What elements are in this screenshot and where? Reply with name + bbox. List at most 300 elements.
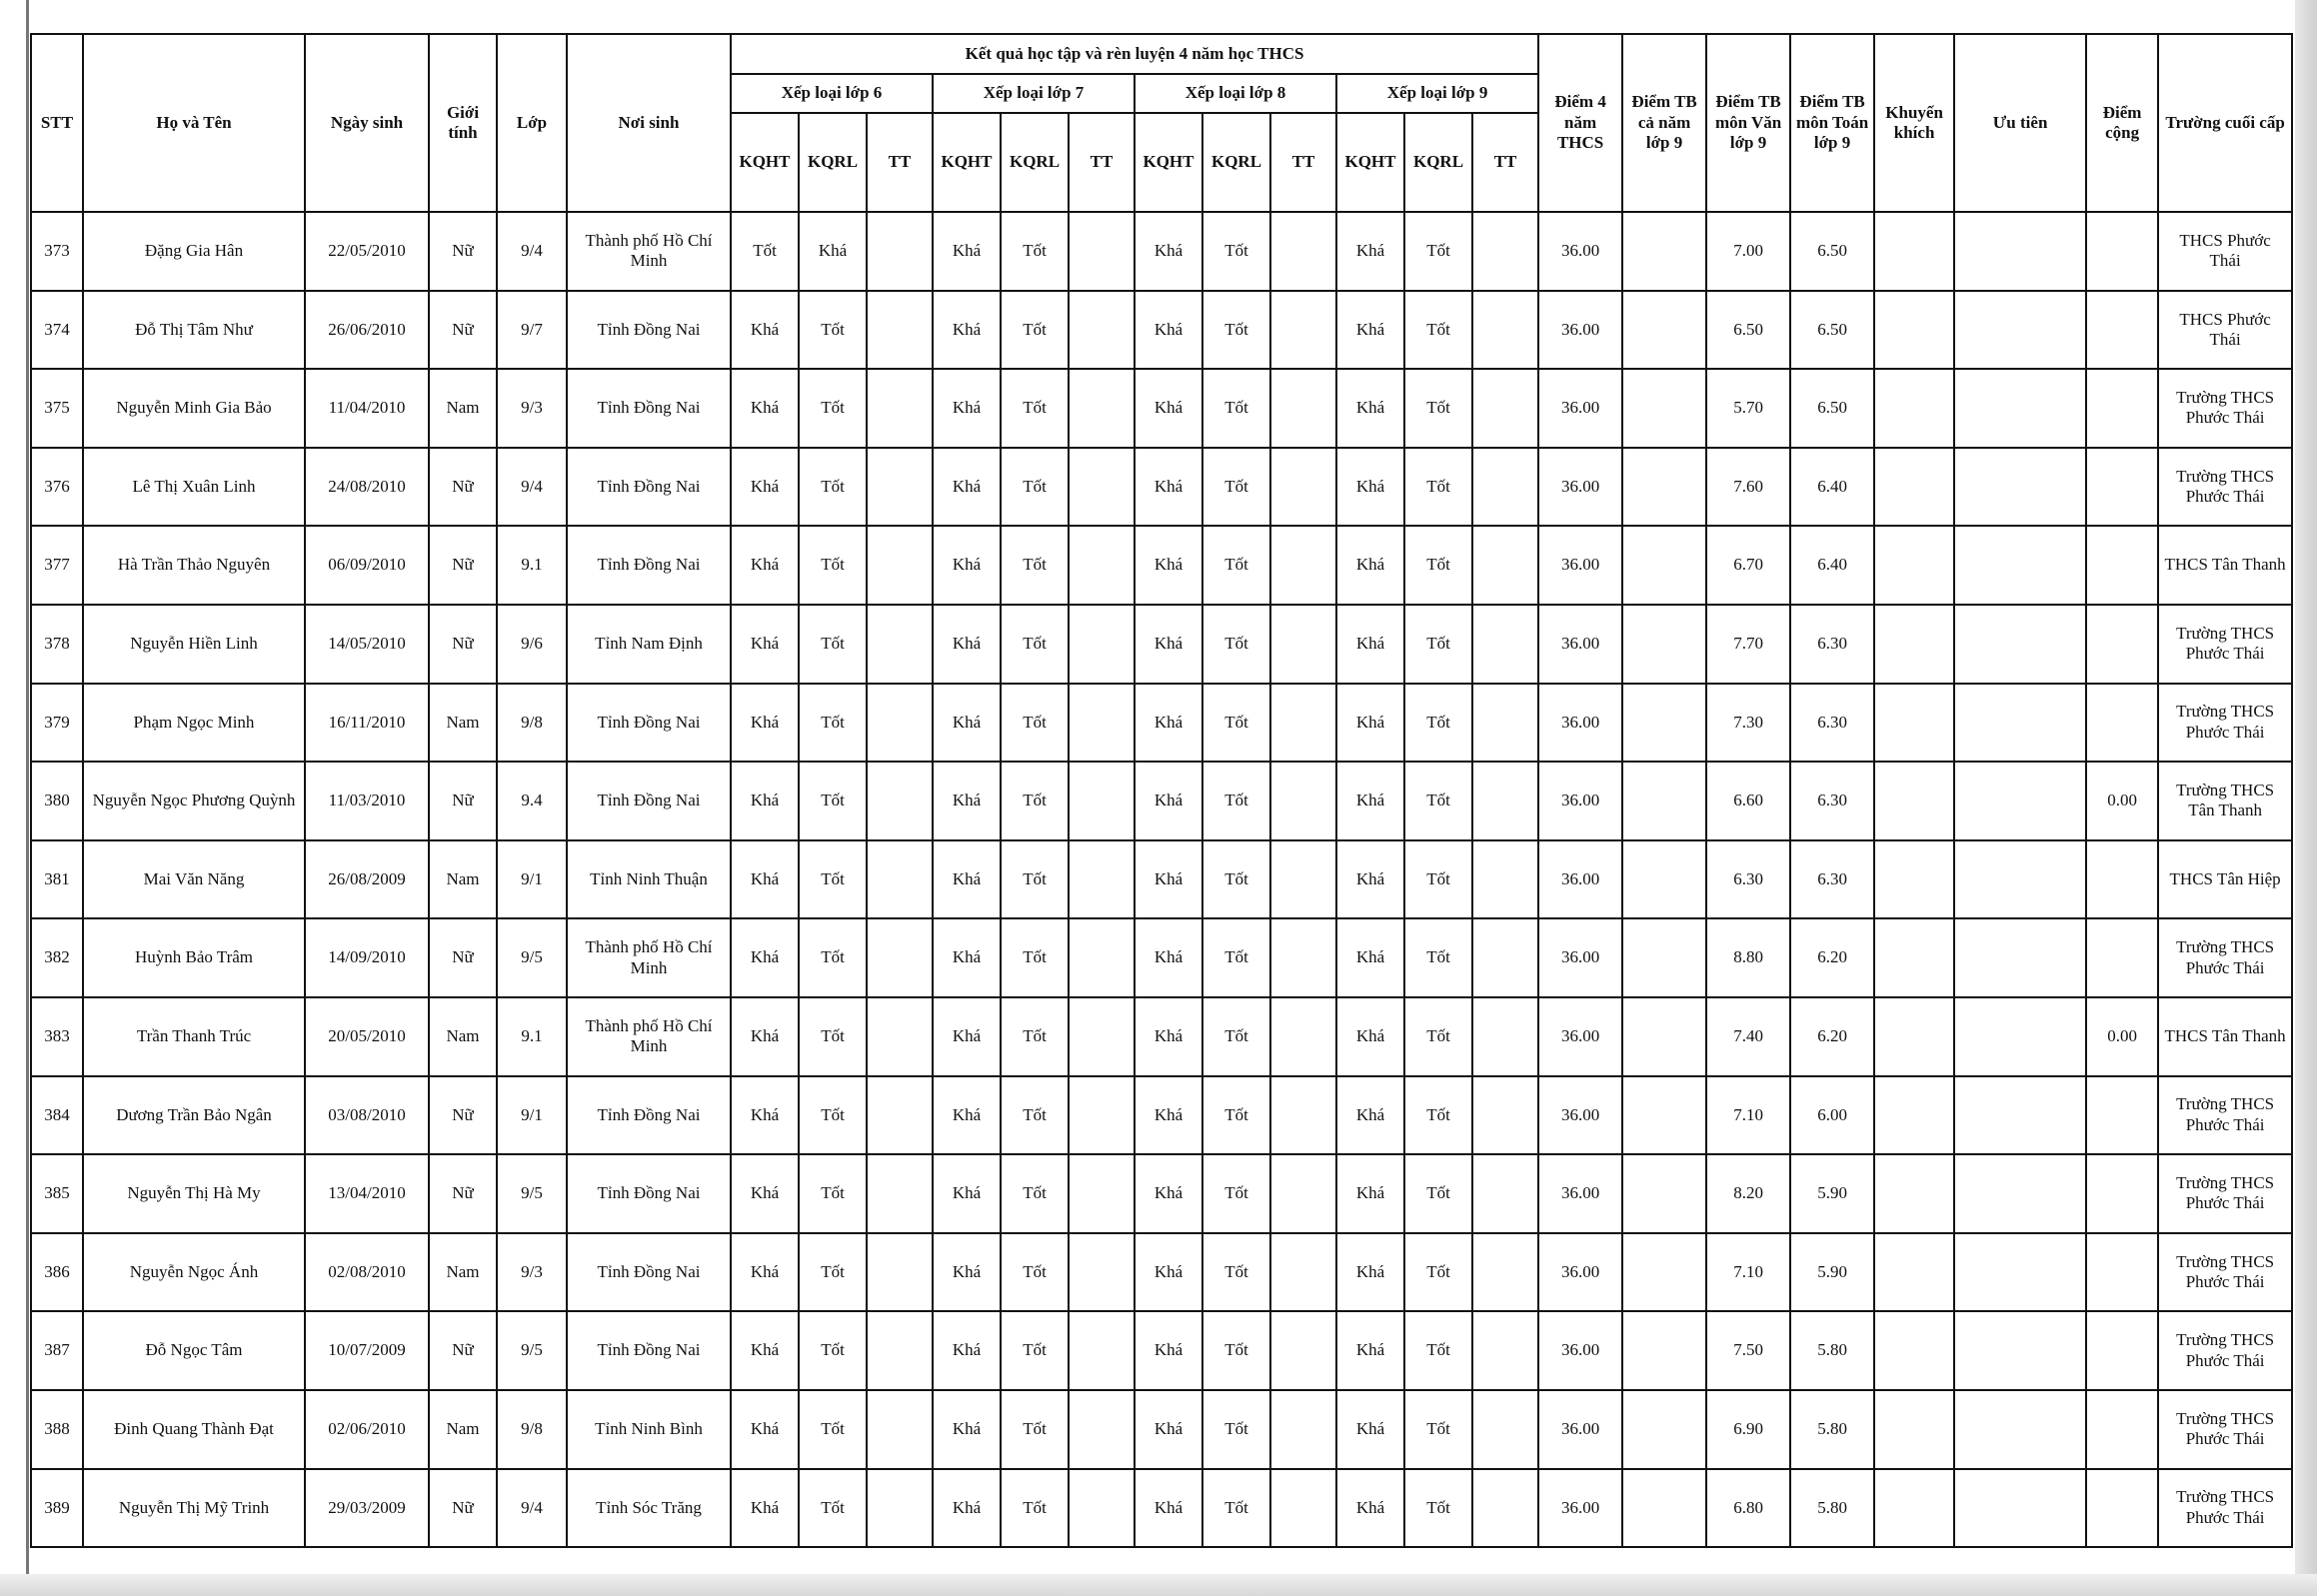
table-header bbox=[31, 34, 2292, 212]
cell-g6-tt bbox=[867, 212, 933, 291]
cell-name: Đặng Gia Hân bbox=[83, 212, 305, 291]
cell-g7-kqrl: Tốt bbox=[1001, 1154, 1069, 1233]
cell-score4: 36.00 bbox=[1538, 918, 1622, 997]
cell-gender: Nam bbox=[429, 1233, 497, 1312]
cell-bonus: 0.00 bbox=[2086, 997, 2158, 1076]
cell-score4: 36.00 bbox=[1538, 1233, 1622, 1312]
cell-dob: 14/09/2010 bbox=[305, 918, 429, 997]
cell-school: Trường THCS Phước Thái bbox=[2158, 1076, 2292, 1155]
cell-g6-tt bbox=[867, 762, 933, 840]
cell-birthplace: Tỉnh Sóc Trăng bbox=[567, 1469, 731, 1548]
page-bottom-shadow bbox=[0, 1574, 2317, 1596]
cell-g9-tt bbox=[1472, 762, 1538, 840]
table-row bbox=[31, 918, 2292, 997]
cell-g7-kqht: Khá bbox=[933, 212, 1001, 291]
cell-g6-tt bbox=[867, 291, 933, 370]
cell-g6-kqrl: Tốt bbox=[799, 369, 867, 448]
cell-score4: 36.00 bbox=[1538, 1390, 1622, 1469]
cell-g6-kqht: Tốt bbox=[731, 212, 799, 291]
cell-math9: 6.40 bbox=[1790, 526, 1874, 605]
cell-g6-kqht: Khá bbox=[731, 918, 799, 997]
cell-dob: 06/09/2010 bbox=[305, 526, 429, 605]
cell-gender: Nữ bbox=[429, 291, 497, 370]
cell-class: 9.4 bbox=[497, 762, 567, 840]
cell-avg9 bbox=[1622, 605, 1706, 684]
cell-avg9 bbox=[1622, 369, 1706, 448]
cell-priority bbox=[1954, 918, 2086, 997]
table-row bbox=[31, 762, 2292, 840]
cell-name: Đỗ Ngọc Tâm bbox=[83, 1311, 305, 1390]
cell-bonus bbox=[2086, 840, 2158, 919]
cell-dob: 26/08/2009 bbox=[305, 840, 429, 919]
cell-encourage bbox=[1874, 1233, 1954, 1312]
cell-bonus bbox=[2086, 291, 2158, 370]
cell-g8-kqht: Khá bbox=[1135, 1233, 1202, 1312]
cell-g6-kqht: Khá bbox=[731, 605, 799, 684]
header-name: Họ và Tên bbox=[83, 34, 305, 212]
cell-g7-kqht: Khá bbox=[933, 684, 1001, 763]
cell-stt: 376 bbox=[31, 448, 83, 527]
cell-g9-kqrl: Tốt bbox=[1404, 1469, 1472, 1548]
header-kqrl: KQRL bbox=[1404, 113, 1472, 212]
table-row bbox=[31, 291, 2292, 370]
cell-g7-tt bbox=[1069, 369, 1135, 448]
cell-g9-tt bbox=[1472, 526, 1538, 605]
cell-bonus: 0.00 bbox=[2086, 762, 2158, 840]
cell-g6-kqrl: Tốt bbox=[799, 997, 867, 1076]
cell-g9-tt bbox=[1472, 1390, 1538, 1469]
cell-g8-tt bbox=[1270, 918, 1336, 997]
header-priority: Ưu tiên bbox=[1954, 34, 2086, 212]
cell-g9-kqrl: Tốt bbox=[1404, 1390, 1472, 1469]
cell-g8-tt bbox=[1270, 840, 1336, 919]
cell-g9-kqrl: Tốt bbox=[1404, 369, 1472, 448]
cell-g7-tt bbox=[1069, 918, 1135, 997]
cell-g9-kqrl: Tốt bbox=[1404, 1311, 1472, 1390]
cell-gender: Nữ bbox=[429, 1076, 497, 1155]
cell-g7-tt bbox=[1069, 212, 1135, 291]
header-grade8: Xếp loại lớp 8 bbox=[1135, 74, 1336, 113]
cell-g9-tt bbox=[1472, 605, 1538, 684]
cell-encourage bbox=[1874, 369, 1954, 448]
cell-math9: 6.50 bbox=[1790, 212, 1874, 291]
cell-lit9: 7.30 bbox=[1706, 684, 1790, 763]
cell-g9-kqrl: Tốt bbox=[1404, 840, 1472, 919]
cell-dob: 10/07/2009 bbox=[305, 1311, 429, 1390]
cell-g9-kqht: Khá bbox=[1336, 605, 1404, 684]
cell-class: 9/5 bbox=[497, 918, 567, 997]
cell-avg9 bbox=[1622, 1311, 1706, 1390]
cell-g7-kqht: Khá bbox=[933, 918, 1001, 997]
cell-priority bbox=[1954, 1076, 2086, 1155]
cell-bonus bbox=[2086, 1076, 2158, 1155]
cell-gender: Nam bbox=[429, 840, 497, 919]
cell-encourage bbox=[1874, 997, 1954, 1076]
header-tt: TT bbox=[1270, 113, 1336, 212]
cell-school: Trường THCS Phước Thái bbox=[2158, 448, 2292, 527]
cell-g9-kqrl: Tốt bbox=[1404, 526, 1472, 605]
cell-g6-kqrl: Tốt bbox=[799, 1233, 867, 1312]
cell-dob: 26/06/2010 bbox=[305, 291, 429, 370]
cell-dob: 16/11/2010 bbox=[305, 684, 429, 763]
cell-g7-kqht: Khá bbox=[933, 526, 1001, 605]
cell-name: Nguyễn Ngọc Ánh bbox=[83, 1233, 305, 1312]
cell-encourage bbox=[1874, 840, 1954, 919]
table-row bbox=[31, 526, 2292, 605]
cell-stt: 380 bbox=[31, 762, 83, 840]
cell-g8-kqrl: Tốt bbox=[1202, 212, 1270, 291]
cell-avg9 bbox=[1622, 1233, 1706, 1312]
cell-school: Trường THCS Phước Thái bbox=[2158, 1390, 2292, 1469]
cell-g7-kqht: Khá bbox=[933, 762, 1001, 840]
cell-g8-tt bbox=[1270, 997, 1336, 1076]
cell-encourage bbox=[1874, 448, 1954, 527]
header-bonus: Điểm cộng bbox=[2086, 34, 2158, 212]
cell-g8-tt bbox=[1270, 1154, 1336, 1233]
cell-name: Phạm Ngọc Minh bbox=[83, 684, 305, 763]
cell-score4: 36.00 bbox=[1538, 1076, 1622, 1155]
cell-school: Trường THCS Phước Thái bbox=[2158, 1469, 2292, 1548]
cell-g6-tt bbox=[867, 1390, 933, 1469]
cell-g7-kqrl: Tốt bbox=[1001, 526, 1069, 605]
cell-g9-kqht: Khá bbox=[1336, 997, 1404, 1076]
cell-g9-kqrl: Tốt bbox=[1404, 684, 1472, 763]
cell-stt: 383 bbox=[31, 997, 83, 1076]
cell-lit9: 7.70 bbox=[1706, 605, 1790, 684]
cell-g7-kqht: Khá bbox=[933, 448, 1001, 527]
page-right-shadow bbox=[2295, 0, 2317, 1596]
cell-g7-kqrl: Tốt bbox=[1001, 1390, 1069, 1469]
cell-priority bbox=[1954, 762, 2086, 840]
cell-g6-kqht: Khá bbox=[731, 1390, 799, 1469]
cell-encourage bbox=[1874, 1390, 1954, 1469]
cell-school: Trường THCS Phước Thái bbox=[2158, 684, 2292, 763]
cell-dob: 11/04/2010 bbox=[305, 369, 429, 448]
cell-g6-kqrl: Tốt bbox=[799, 918, 867, 997]
cell-g6-kqrl: Tốt bbox=[799, 840, 867, 919]
header-encourage: Khuyến khích bbox=[1874, 34, 1954, 212]
cell-g6-tt bbox=[867, 918, 933, 997]
cell-stt: 389 bbox=[31, 1469, 83, 1548]
cell-g6-tt bbox=[867, 997, 933, 1076]
cell-math9: 6.00 bbox=[1790, 1076, 1874, 1155]
cell-class: 9/3 bbox=[497, 369, 567, 448]
cell-g8-kqht: Khá bbox=[1135, 840, 1202, 919]
cell-g6-kqrl: Tốt bbox=[799, 605, 867, 684]
cell-g9-kqrl: Tốt bbox=[1404, 1076, 1472, 1155]
student-results-table bbox=[30, 33, 2293, 1548]
cell-g9-tt bbox=[1472, 1311, 1538, 1390]
table-row bbox=[31, 212, 2292, 291]
cell-class: 9/8 bbox=[497, 1390, 567, 1469]
header-dob: Ngày sinh bbox=[305, 34, 429, 212]
cell-g8-tt bbox=[1270, 762, 1336, 840]
cell-birthplace: Tỉnh Đồng Nai bbox=[567, 526, 731, 605]
cell-math9: 6.30 bbox=[1790, 684, 1874, 763]
cell-dob: 02/06/2010 bbox=[305, 1390, 429, 1469]
cell-priority bbox=[1954, 291, 2086, 370]
header-score4: Điểm 4 năm THCS bbox=[1538, 34, 1622, 212]
table-row bbox=[31, 997, 2292, 1076]
cell-school: Trường THCS Tân Thanh bbox=[2158, 762, 2292, 840]
cell-g7-kqrl: Tốt bbox=[1001, 840, 1069, 919]
cell-score4: 36.00 bbox=[1538, 369, 1622, 448]
header-math9: Điểm TB môn Toán lớp 9 bbox=[1790, 34, 1874, 212]
cell-g9-kqrl: Tốt bbox=[1404, 1154, 1472, 1233]
cell-dob: 22/05/2010 bbox=[305, 212, 429, 291]
cell-priority bbox=[1954, 212, 2086, 291]
cell-birthplace: Tỉnh Đồng Nai bbox=[567, 448, 731, 527]
cell-stt: 384 bbox=[31, 1076, 83, 1155]
cell-birthplace: Thành phố Hồ Chí Minh bbox=[567, 918, 731, 997]
cell-encourage bbox=[1874, 605, 1954, 684]
cell-score4: 36.00 bbox=[1538, 1154, 1622, 1233]
header-results-group: Kết quả học tập và rèn luyện 4 năm học THCS bbox=[731, 34, 1538, 74]
cell-g7-kqht: Khá bbox=[933, 840, 1001, 919]
cell-avg9 bbox=[1622, 997, 1706, 1076]
cell-g6-tt bbox=[867, 684, 933, 763]
header-kqrl: KQRL bbox=[1001, 113, 1069, 212]
cell-score4: 36.00 bbox=[1538, 840, 1622, 919]
header-lit9: Điểm TB môn Văn lớp 9 bbox=[1706, 34, 1790, 212]
cell-g8-tt bbox=[1270, 1076, 1336, 1155]
cell-g9-tt bbox=[1472, 448, 1538, 527]
cell-g9-tt bbox=[1472, 1154, 1538, 1233]
cell-birthplace: Tỉnh Nam Định bbox=[567, 605, 731, 684]
cell-birthplace: Tỉnh Đồng Nai bbox=[567, 291, 731, 370]
cell-encourage bbox=[1874, 762, 1954, 840]
header-tt: TT bbox=[1069, 113, 1135, 212]
header-kqht: KQHT bbox=[1135, 113, 1202, 212]
cell-g7-tt bbox=[1069, 762, 1135, 840]
cell-name: Huỳnh Bảo Trâm bbox=[83, 918, 305, 997]
header-grade7: Xếp loại lớp 7 bbox=[933, 74, 1135, 113]
cell-math9: 5.90 bbox=[1790, 1233, 1874, 1312]
cell-lit9: 5.70 bbox=[1706, 369, 1790, 448]
cell-gender: Nữ bbox=[429, 212, 497, 291]
cell-g7-kqht: Khá bbox=[933, 1233, 1001, 1312]
cell-g6-tt bbox=[867, 448, 933, 527]
cell-avg9 bbox=[1622, 1154, 1706, 1233]
cell-stt: 377 bbox=[31, 526, 83, 605]
table-row bbox=[31, 1311, 2292, 1390]
cell-g9-tt bbox=[1472, 212, 1538, 291]
cell-g6-tt bbox=[867, 1076, 933, 1155]
cell-g8-kqht: Khá bbox=[1135, 526, 1202, 605]
cell-lit9: 7.60 bbox=[1706, 448, 1790, 527]
cell-g9-kqht: Khá bbox=[1336, 1311, 1404, 1390]
table-row bbox=[31, 684, 2292, 763]
cell-score4: 36.00 bbox=[1538, 997, 1622, 1076]
page-left-edge bbox=[26, 0, 29, 1596]
cell-g8-kqht: Khá bbox=[1135, 1076, 1202, 1155]
table-row bbox=[31, 1469, 2292, 1548]
cell-math9: 6.30 bbox=[1790, 840, 1874, 919]
cell-g8-tt bbox=[1270, 684, 1336, 763]
cell-stt: 386 bbox=[31, 1233, 83, 1312]
cell-g7-tt bbox=[1069, 684, 1135, 763]
cell-g9-kqrl: Tốt bbox=[1404, 997, 1472, 1076]
cell-g9-kqht: Khá bbox=[1336, 212, 1404, 291]
cell-birthplace: Tỉnh Đồng Nai bbox=[567, 1076, 731, 1155]
cell-priority bbox=[1954, 1154, 2086, 1233]
cell-g6-kqrl: Tốt bbox=[799, 684, 867, 763]
cell-lit9: 7.00 bbox=[1706, 212, 1790, 291]
cell-school: THCS Phước Thái bbox=[2158, 291, 2292, 370]
cell-school: Trường THCS Phước Thái bbox=[2158, 1233, 2292, 1312]
cell-g8-kqrl: Tốt bbox=[1202, 526, 1270, 605]
cell-g8-kqrl: Tốt bbox=[1202, 997, 1270, 1076]
cell-name: Dương Trần Bảo Ngân bbox=[83, 1076, 305, 1155]
cell-priority bbox=[1954, 1390, 2086, 1469]
cell-lit9: 6.70 bbox=[1706, 526, 1790, 605]
cell-score4: 36.00 bbox=[1538, 212, 1622, 291]
cell-bonus bbox=[2086, 212, 2158, 291]
cell-g6-kqht: Khá bbox=[731, 1154, 799, 1233]
header-birthplace: Nơi sinh bbox=[567, 34, 731, 212]
table-row bbox=[31, 605, 2292, 684]
header-kqrl: KQRL bbox=[1202, 113, 1270, 212]
cell-g9-kqrl: Tốt bbox=[1404, 448, 1472, 527]
cell-math9: 6.30 bbox=[1790, 762, 1874, 840]
cell-bonus bbox=[2086, 684, 2158, 763]
cell-birthplace: Tỉnh Đồng Nai bbox=[567, 1233, 731, 1312]
cell-dob: 24/08/2010 bbox=[305, 448, 429, 527]
cell-dob: 29/03/2009 bbox=[305, 1469, 429, 1548]
cell-priority bbox=[1954, 448, 2086, 527]
cell-lit9: 8.20 bbox=[1706, 1154, 1790, 1233]
cell-g7-tt bbox=[1069, 291, 1135, 370]
cell-g8-kqrl: Tốt bbox=[1202, 762, 1270, 840]
cell-g7-kqrl: Tốt bbox=[1001, 605, 1069, 684]
cell-g6-kqrl: Tốt bbox=[799, 1076, 867, 1155]
cell-priority bbox=[1954, 526, 2086, 605]
cell-g9-kqht: Khá bbox=[1336, 1154, 1404, 1233]
cell-birthplace: Tỉnh Đồng Nai bbox=[567, 369, 731, 448]
cell-g7-kqrl: Tốt bbox=[1001, 997, 1069, 1076]
header-class: Lớp bbox=[497, 34, 567, 212]
cell-g8-kqht: Khá bbox=[1135, 997, 1202, 1076]
cell-encourage bbox=[1874, 1154, 1954, 1233]
cell-score4: 36.00 bbox=[1538, 526, 1622, 605]
cell-encourage bbox=[1874, 291, 1954, 370]
cell-encourage bbox=[1874, 1076, 1954, 1155]
cell-g8-kqht: Khá bbox=[1135, 684, 1202, 763]
cell-class: 9/6 bbox=[497, 605, 567, 684]
cell-g8-kqrl: Tốt bbox=[1202, 1076, 1270, 1155]
cell-g8-tt bbox=[1270, 291, 1336, 370]
cell-birthplace: Thành phố Hồ Chí Minh bbox=[567, 212, 731, 291]
cell-g9-kqrl: Tốt bbox=[1404, 1233, 1472, 1312]
cell-score4: 36.00 bbox=[1538, 1311, 1622, 1390]
cell-g8-kqrl: Tốt bbox=[1202, 1154, 1270, 1233]
header-tt: TT bbox=[867, 113, 933, 212]
cell-priority bbox=[1954, 684, 2086, 763]
cell-g6-kqht: Khá bbox=[731, 526, 799, 605]
cell-bonus bbox=[2086, 369, 2158, 448]
cell-g9-tt bbox=[1472, 684, 1538, 763]
cell-g8-tt bbox=[1270, 1390, 1336, 1469]
cell-g9-kqht: Khá bbox=[1336, 1076, 1404, 1155]
cell-class: 9/1 bbox=[497, 1076, 567, 1155]
cell-score4: 36.00 bbox=[1538, 1469, 1622, 1548]
cell-g8-kqrl: Tốt bbox=[1202, 918, 1270, 997]
cell-g6-kqrl: Khá bbox=[799, 212, 867, 291]
cell-gender: Nam bbox=[429, 997, 497, 1076]
cell-g7-kqht: Khá bbox=[933, 997, 1001, 1076]
cell-encourage bbox=[1874, 212, 1954, 291]
cell-g7-kqht: Khá bbox=[933, 1076, 1001, 1155]
cell-avg9 bbox=[1622, 291, 1706, 370]
cell-g7-tt bbox=[1069, 840, 1135, 919]
cell-g7-kqrl: Tốt bbox=[1001, 1233, 1069, 1312]
cell-class: 9.1 bbox=[497, 997, 567, 1076]
table-row bbox=[31, 1390, 2292, 1469]
cell-gender: Nữ bbox=[429, 448, 497, 527]
cell-score4: 36.00 bbox=[1538, 291, 1622, 370]
cell-g9-kqht: Khá bbox=[1336, 291, 1404, 370]
header-gender: Giới tính bbox=[429, 34, 497, 212]
cell-gender: Nam bbox=[429, 369, 497, 448]
cell-priority bbox=[1954, 1311, 2086, 1390]
cell-g6-kqht: Khá bbox=[731, 1076, 799, 1155]
cell-priority bbox=[1954, 1469, 2086, 1548]
cell-priority bbox=[1954, 369, 2086, 448]
cell-g6-tt bbox=[867, 1311, 933, 1390]
cell-g9-kqht: Khá bbox=[1336, 369, 1404, 448]
cell-g8-kqht: Khá bbox=[1135, 762, 1202, 840]
cell-g7-tt bbox=[1069, 1469, 1135, 1548]
cell-lit9: 8.80 bbox=[1706, 918, 1790, 997]
cell-g7-kqrl: Tốt bbox=[1001, 1469, 1069, 1548]
cell-g6-tt bbox=[867, 369, 933, 448]
cell-g6-tt bbox=[867, 605, 933, 684]
cell-name: Nguyễn Thị Hà My bbox=[83, 1154, 305, 1233]
cell-g9-kqht: Khá bbox=[1336, 1469, 1404, 1548]
cell-lit9: 7.50 bbox=[1706, 1311, 1790, 1390]
cell-school: Trường THCS Phước Thái bbox=[2158, 369, 2292, 448]
cell-g7-tt bbox=[1069, 1154, 1135, 1233]
header-grade9: Xếp loại lớp 9 bbox=[1336, 74, 1538, 113]
cell-avg9 bbox=[1622, 684, 1706, 763]
cell-class: 9/5 bbox=[497, 1154, 567, 1233]
cell-g6-kqrl: Tốt bbox=[799, 291, 867, 370]
cell-g7-kqrl: Tốt bbox=[1001, 369, 1069, 448]
cell-lit9: 6.90 bbox=[1706, 1390, 1790, 1469]
cell-bonus bbox=[2086, 1154, 2158, 1233]
cell-g7-kqht: Khá bbox=[933, 1390, 1001, 1469]
header-kqht: KQHT bbox=[933, 113, 1001, 212]
cell-g8-tt bbox=[1270, 1311, 1336, 1390]
cell-g6-kqht: Khá bbox=[731, 684, 799, 763]
cell-score4: 36.00 bbox=[1538, 684, 1622, 763]
cell-g8-kqrl: Tốt bbox=[1202, 840, 1270, 919]
cell-g8-kqht: Khá bbox=[1135, 212, 1202, 291]
cell-g8-kqrl: Tốt bbox=[1202, 605, 1270, 684]
cell-g7-kqht: Khá bbox=[933, 369, 1001, 448]
cell-gender: Nữ bbox=[429, 762, 497, 840]
cell-birthplace: Tỉnh Ninh Thuận bbox=[567, 840, 731, 919]
cell-stt: 388 bbox=[31, 1390, 83, 1469]
cell-name: Lê Thị Xuân Linh bbox=[83, 448, 305, 527]
cell-g6-kqrl: Tốt bbox=[799, 526, 867, 605]
cell-name: Mai Văn Năng bbox=[83, 840, 305, 919]
cell-g9-kqrl: Tốt bbox=[1404, 212, 1472, 291]
cell-priority bbox=[1954, 997, 2086, 1076]
cell-encourage bbox=[1874, 526, 1954, 605]
cell-dob: 03/08/2010 bbox=[305, 1076, 429, 1155]
cell-stt: 378 bbox=[31, 605, 83, 684]
